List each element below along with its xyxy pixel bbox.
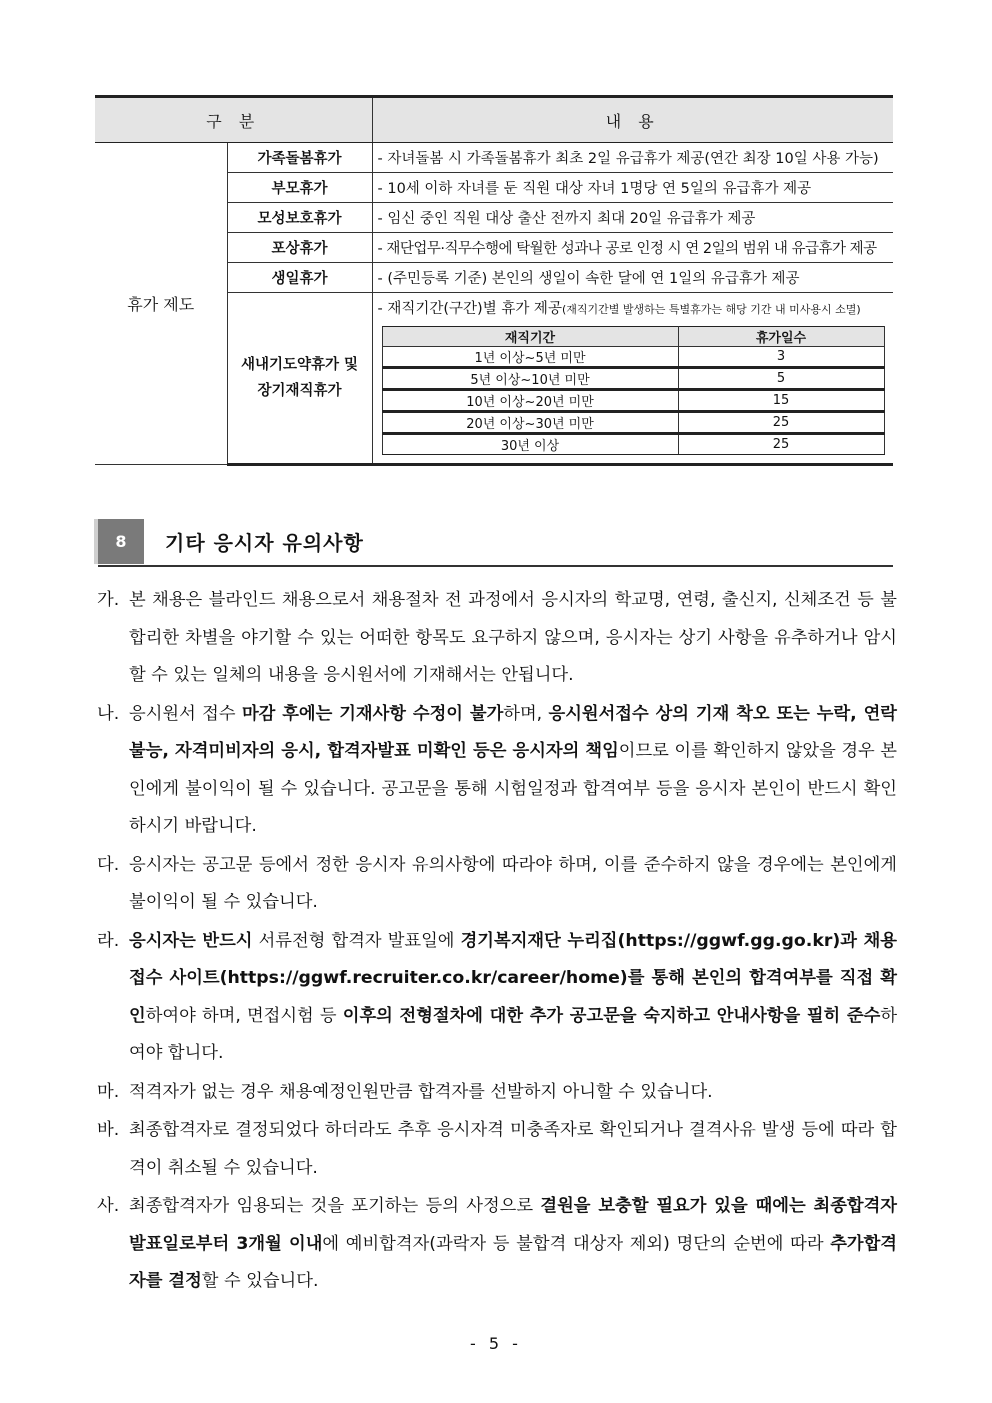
period-row xyxy=(382,434,884,455)
leave-name-line2: 장기재직휴가 xyxy=(257,383,342,399)
item-text: 적격자가 없는 경우 채용예정인원만큼 합격자를 선발하지 아니할 수 있습니다. xyxy=(129,1081,713,1102)
item-text: 본 채용은 블라인드 채용으로서 채용절차 전 과정에서 응시자의 학교명, 연령, 출신지, 신체조건 등 불합리한 차별을 야기할 수 있는 어떠한 항목도 요구하지 않으며, 응시자는 상기 사항을 유추하거나 암시할 수 있는 일체의 내용을 응시원서에 기재해서는 안됩니다. xyxy=(129,590,897,685)
period-days: 3 xyxy=(678,347,884,368)
notice-item-ma xyxy=(95,1074,897,1112)
table-row xyxy=(95,143,893,173)
page-number: - 5 - xyxy=(470,1334,522,1353)
period-desc xyxy=(378,297,890,318)
leave-name: 부모휴가 xyxy=(227,173,372,203)
period-desc-main: - 재직기간(구간)별 휴가 제공 xyxy=(377,301,562,317)
leave-desc: - 재단업무·직무수행에 탁월한 성과나 공로 인정 시 연 2일의 범위 내 유급휴가 제공 xyxy=(372,233,893,263)
item-marker: 다. xyxy=(97,854,120,875)
period-days: 25 xyxy=(678,412,884,434)
period-row xyxy=(382,412,884,434)
period-desc-note: (재직기간별 발생하는 특별휴가는 해당 기간 내 미사용시 소멸) xyxy=(561,303,861,316)
period-days: 5 xyxy=(678,368,884,390)
item-emphasis: 마감 후에는 기재사항 수정이 불가 xyxy=(241,703,504,724)
leave-desc-special xyxy=(372,293,893,465)
header-category: 구 분 xyxy=(95,97,372,143)
item-marker: 가. xyxy=(97,590,120,610)
period-term: 1년 이상~5년 미만 xyxy=(382,347,678,368)
item-text: 응시자는 공고문 등에서 정한 응시자 유의사항에 따라야 하며, 이를 준수하지 않을 경우에는 본인에게 불이익이 될 수 있습니다. xyxy=(129,854,897,912)
period-term: 5년 이상~10년 미만 xyxy=(382,368,678,390)
item-emphasis: 응시원서접수 상의 기재 착오 또는 누락, 연락불능, 자격미비자의 응시, 합격자발표 미확인 등은 응시자의 책임 xyxy=(129,703,898,761)
item-emphasis: 응시자는 반드시 xyxy=(129,930,253,951)
item-text: 하며, xyxy=(503,703,549,724)
section-title: 기타 응시자 유의사항 xyxy=(165,531,364,555)
notice-item-ba xyxy=(95,1112,897,1187)
period-term: 20년 이상~30년 미만 xyxy=(382,412,678,434)
period-row xyxy=(382,368,884,390)
leave-name: 모성보호휴가 xyxy=(227,203,372,233)
leave-name: 포상휴가 xyxy=(227,233,372,263)
period-term: 30년 이상 xyxy=(382,434,678,455)
leave-desc: - (주민등록 기준) 본인의 생일이 속한 달에 연 1일의 유급휴가 제공 xyxy=(372,263,893,293)
item-emphasis: 이후의 전형절차에 대한 추가 공고문을 숙지하고 안내사항을 필히 준수 xyxy=(342,1005,881,1026)
period-header-term: 재직기간 xyxy=(382,327,678,347)
notice-item-da xyxy=(95,847,897,922)
item-text: 응시원서 접수 xyxy=(129,703,242,724)
item-marker: 사. xyxy=(97,1196,120,1216)
leave-desc: - 자녀돌봄 시 가족돌봄휴가 최초 2일 유급휴가 제공(연간 최장 10일 사용 가능) xyxy=(372,143,893,173)
notice-item-ga xyxy=(95,582,897,695)
period-header-row xyxy=(382,327,884,347)
notice-item-na xyxy=(95,696,897,846)
period-row xyxy=(382,390,884,412)
item-text: 하여야 합니다. xyxy=(129,1005,898,1063)
item-text: 최종합격자가 임용되는 것을 포기하는 등의 사정으로 xyxy=(129,1196,541,1216)
period-term: 10년 이상~20년 미만 xyxy=(382,390,678,412)
item-marker: 바. xyxy=(97,1120,120,1140)
item-text: 이므로 이를 확인하지 않았을 경우 본인에게 불이익이 될 수 있습니다. 공고문을 통해 시험일정과 합격여부 등을 응시자 본인이 반드시 확인하시기 바랍니다. xyxy=(129,741,898,836)
item-text: 서류전형 합격자 발표일에 xyxy=(252,930,461,951)
item-marker: 나. xyxy=(97,703,120,724)
item-text: 에 예비합격자(과락자 등 불합격 대상자 제외) 명단의 순번에 따라 xyxy=(322,1233,831,1254)
table-header-row xyxy=(95,97,893,143)
item-text: 할 수 있습니다. xyxy=(201,1271,319,1291)
category-cell: 휴가 제도 xyxy=(95,143,227,465)
item-text: 하여야 하며, 면접시험 등 xyxy=(145,1005,343,1026)
item-emphasis: 결원을 보충할 필요가 있을 때에는 최종합격자 발표일로부터 3개월 이내 xyxy=(129,1196,897,1254)
period-header-days: 휴가일수 xyxy=(678,327,884,347)
period-days: 15 xyxy=(678,390,884,412)
period-days: 25 xyxy=(678,434,884,455)
item-emphasis: 경기복지재단 누리집(https://ggwf.gg.go.kr)과 채용접수 사이트(https://ggwf.recruiter.co.kr/career/home)를 통해 본인의 합격여부를 직접 확인 xyxy=(129,930,897,1026)
section-divider xyxy=(98,565,893,567)
header-content: 내 용 xyxy=(372,97,893,143)
section-number-badge: 8 xyxy=(98,519,144,564)
leave-desc: - 임신 중인 직원 대상 출산 전까지 최대 20일 유급휴가 제공 xyxy=(372,203,893,233)
item-marker: 라. xyxy=(97,930,120,951)
notice-list xyxy=(95,582,897,1301)
period-table xyxy=(382,326,885,455)
item-marker: 마. xyxy=(97,1081,120,1102)
leave-name-special xyxy=(227,293,372,465)
period-row xyxy=(382,347,884,368)
item-emphasis: 추가합격자를 결정 xyxy=(129,1233,897,1291)
notice-item-sa xyxy=(95,1188,897,1301)
leave-name: 생일휴가 xyxy=(227,263,372,293)
leave-policy-table xyxy=(95,95,893,466)
leave-name-line1: 새내기도약휴가 및 xyxy=(240,357,359,373)
item-text: 최종합격자로 결정되었다 하더라도 추후 응시자격 미충족자로 확인되거나 결격사유 발생 등에 따라 합격이 취소될 수 있습니다. xyxy=(129,1120,897,1178)
leave-desc: - 10세 이하 자녀를 둔 직원 대상 자녀 1명당 연 5일의 유급휴가 제공 xyxy=(372,173,893,203)
notice-item-ra xyxy=(95,923,897,1073)
leave-name: 가족돌봄휴가 xyxy=(227,143,372,173)
